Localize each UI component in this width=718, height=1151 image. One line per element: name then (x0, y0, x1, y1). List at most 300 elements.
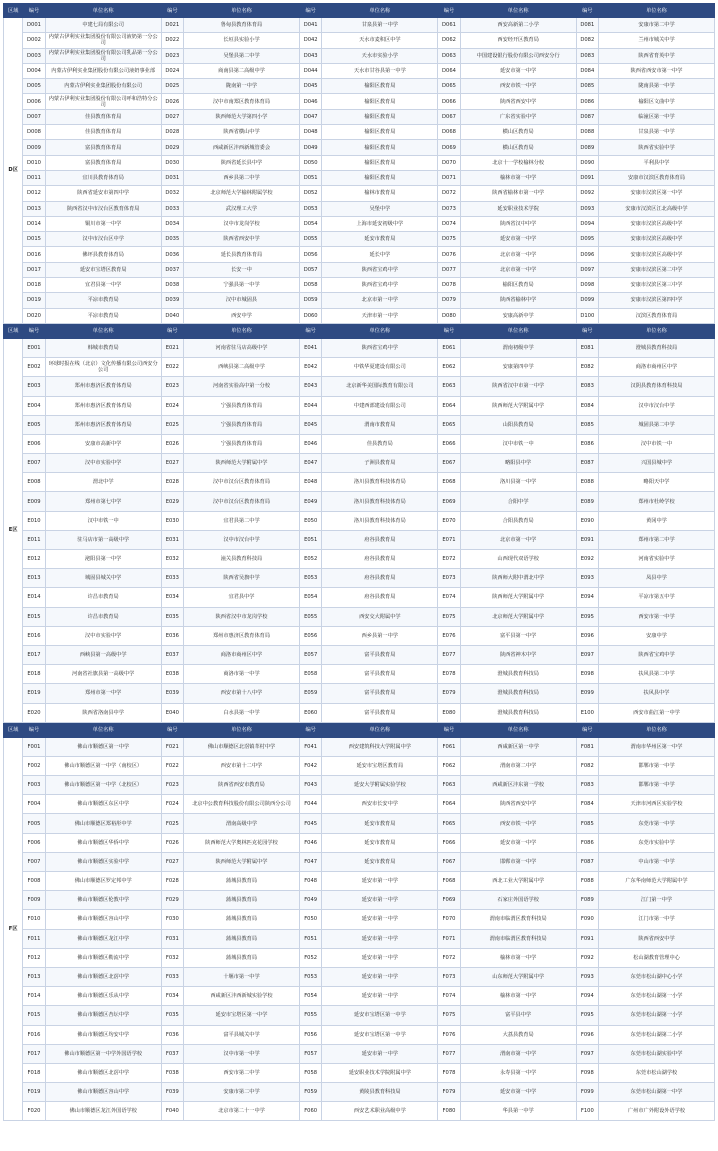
unit-code: F064 (438, 795, 460, 814)
unit-name: 汉中市汉台区中学 (45, 232, 161, 247)
unit-code: D072 (438, 186, 460, 201)
unit-code: E007 (23, 454, 45, 473)
unit-code: E069 (438, 492, 460, 511)
header-name: 单位名称 (322, 4, 438, 18)
table-row (4, 511, 715, 530)
unit-code: E052 (299, 550, 321, 569)
unit-code: D067 (438, 109, 460, 124)
unit-code: F070 (438, 910, 460, 929)
unit-name: 佛山市顺德区东区中学 (45, 795, 161, 814)
unit-name: 宁强县教育体育局 (184, 434, 300, 453)
unit-code: D062 (438, 33, 460, 48)
unit-name: 富县教育体育局 (45, 155, 161, 170)
unit-name: 安康市汉滨区高级中学 (599, 232, 715, 247)
unit-name: 榆林市第一中学 (460, 948, 576, 967)
unit-name: 鲁甸县教育体育局 (184, 18, 300, 33)
unit-name: 中铁华夏建设有限公司 (322, 358, 438, 377)
unit-name: 佛山市顺德区第一中学（北校区） (45, 776, 161, 795)
unit-code: E054 (299, 588, 321, 607)
unit-code: D030 (161, 155, 183, 170)
unit-name: 北京市第一中学 (460, 247, 576, 262)
unit-name: 宁强县教育体育局 (184, 396, 300, 415)
unit-code: E010 (23, 511, 45, 530)
unit-code: F017 (23, 1044, 45, 1063)
header-code: 编号 (161, 324, 183, 338)
unit-code: D084 (576, 63, 598, 78)
unit-code: E096 (576, 626, 598, 645)
unit-name: 安康市汉滨区高级中学 (599, 216, 715, 231)
unit-code: F059 (299, 1083, 321, 1102)
unit-code: E061 (438, 338, 460, 357)
unit-name: 佛山市顺德区罗定邦中学 (45, 872, 161, 891)
unit-name: 天水市麦积区中学 (322, 33, 438, 48)
unit-name: 扶风县中学 (599, 684, 715, 703)
unit-code: D029 (161, 140, 183, 155)
unit-code: E047 (299, 454, 321, 473)
unit-code: E058 (299, 665, 321, 684)
unit-code: F074 (438, 987, 460, 1006)
unit-name: 汉中市铁一中 (460, 434, 576, 453)
unit-name: 西咸新区沣西新城管委会 (184, 140, 300, 155)
unit-name: 西咸新区沣西新城实验学校 (184, 987, 300, 1006)
unit-code: E072 (438, 550, 460, 569)
table-row (4, 63, 715, 78)
unit-code: E064 (438, 396, 460, 415)
unit-name: 泌阳县第一中学 (45, 550, 161, 569)
unit-code: D038 (161, 278, 183, 293)
unit-name: 天水市实验小学 (322, 48, 438, 63)
unit-name: 平利县中学 (599, 155, 715, 170)
unit-code: F002 (23, 756, 45, 775)
unit-name: 合阳中学 (460, 492, 576, 511)
unit-code: D096 (576, 247, 598, 262)
unit-code: E065 (438, 415, 460, 434)
unit-name: 延安市第一中学 (322, 1044, 438, 1063)
table-row (4, 140, 715, 155)
unit-code: F090 (576, 910, 598, 929)
unit-code: E040 (161, 703, 183, 722)
unit-name: 东莞市松山湖中心小学 (599, 967, 715, 986)
unit-code: D074 (438, 216, 460, 231)
unit-name: 东莞市松山湖第一小学 (599, 1006, 715, 1025)
table-row (4, 308, 715, 323)
unit-code: E074 (438, 588, 460, 607)
unit-code: E025 (161, 415, 183, 434)
unit-name: 榆阳区教育局 (322, 155, 438, 170)
unit-name: 延安市宝塔区第一中学 (322, 1006, 438, 1025)
unit-code: E002 (23, 358, 45, 377)
unit-code: D097 (576, 262, 598, 277)
unit-name: 西安交大附属中学 (322, 607, 438, 626)
unit-name: 临潼区第一中学 (599, 109, 715, 124)
header-name: 单位名称 (45, 4, 161, 18)
unit-name: 中建七局有限公司 (45, 18, 161, 33)
unit-name: 郑州市惠济区教育体育局 (45, 415, 161, 434)
unit-code: D006 (23, 94, 45, 109)
unit-code: F066 (438, 833, 460, 852)
unit-code: E024 (161, 396, 183, 415)
unit-name: 合阳县教育局 (460, 511, 576, 530)
unit-name: 安康市第二中学 (599, 18, 715, 33)
unit-name: 松山湖教育管理中心 (599, 948, 715, 967)
unit-code: F082 (576, 756, 598, 775)
unit-code: F099 (576, 1083, 598, 1102)
unit-name: 天津市河西区实验学校 (599, 795, 715, 814)
unit-name: 佛山市顺德区容山中学 (45, 910, 161, 929)
unit-code: F061 (438, 737, 460, 756)
unit-name: 河南省实验高中第一分校 (184, 377, 300, 396)
unit-name: 河南省驻马店高级中学 (184, 338, 300, 357)
unit-name: 延长中学 (322, 247, 438, 262)
unit-code: D031 (161, 170, 183, 185)
unit-name: 汉中市汉台区教育体育局 (184, 492, 300, 511)
unit-name: 东莞市第一中学 (599, 814, 715, 833)
unit-name: 白水县第一中学 (184, 703, 300, 722)
unit-code: D035 (161, 232, 183, 247)
unit-code: D004 (23, 63, 45, 78)
unit-code: F084 (576, 795, 598, 814)
unit-code: F026 (161, 833, 183, 852)
unit-code: D051 (299, 170, 321, 185)
unit-code: D008 (23, 125, 45, 140)
header-code: 编号 (576, 324, 598, 338)
unit-code: F092 (576, 948, 598, 967)
unit-name: 榆阳区教育局 (322, 170, 438, 185)
unit-code: F045 (299, 814, 321, 833)
unit-name: 十堰市第一中学 (184, 967, 300, 986)
unit-code: E043 (299, 377, 321, 396)
unit-code: D100 (576, 308, 598, 323)
unit-code: F081 (576, 737, 598, 756)
unit-code: F021 (161, 737, 183, 756)
unit-name: 蒲城县教育局 (184, 910, 300, 929)
unit-name: 陕西省西安中学 (184, 232, 300, 247)
unit-code: E006 (23, 434, 45, 453)
unit-code: E090 (576, 511, 598, 530)
unit-code: D011 (23, 170, 45, 185)
unit-code: E086 (576, 434, 598, 453)
unit-code: E059 (299, 684, 321, 703)
unit-name: 榆林市第一中学 (460, 987, 576, 1006)
table-row (4, 338, 715, 357)
unit-code: E003 (23, 377, 45, 396)
unit-code: E009 (23, 492, 45, 511)
unit-name: 安康市汉滨区教育体育局 (599, 170, 715, 185)
unit-name: 石家庄外国语学校 (460, 891, 576, 910)
unit-name: 安康市汉滨区高级中学 (599, 247, 715, 262)
unit-name: 渭南市第一中学 (460, 1044, 576, 1063)
unit-name: 佛山市顺德区杏坛中学 (45, 1006, 161, 1025)
unit-code: E056 (299, 626, 321, 645)
unit-code: E033 (161, 569, 183, 588)
unit-name: 陕西省横山中学 (184, 125, 300, 140)
unit-name: 横山区教育局 (460, 140, 576, 155)
unit-name: 西峡县第二高级中学 (184, 358, 300, 377)
table-row (4, 910, 715, 929)
unit-code: F003 (23, 776, 45, 795)
unit-code: E046 (299, 434, 321, 453)
unit-code: E075 (438, 607, 460, 626)
unit-name: 陕西省西安中学 (460, 795, 576, 814)
unit-name: 富平县教育局 (322, 645, 438, 664)
unit-name: 大荔县教育局 (460, 1025, 576, 1044)
unit-name: 中建西部建设有限公司 (322, 396, 438, 415)
unit-name: 江门市第一中学 (599, 910, 715, 929)
unit-name: 延安市第一中学 (460, 63, 576, 78)
area-label: D区 (4, 18, 23, 324)
unit-code: F010 (23, 910, 45, 929)
unit-name: 汉中市第一中学 (184, 1044, 300, 1063)
unit-name: 渭南高级中学 (184, 814, 300, 833)
unit-name: 宜君县第二中学 (184, 511, 300, 530)
unit-name: 城固县第二中学 (599, 415, 715, 434)
unit-name: 郑州市第七中学 (45, 492, 161, 511)
unit-name: 北京十一学校榆林分校 (460, 155, 576, 170)
unit-name: 宁强县第一中学 (184, 278, 300, 293)
unit-name: 榆阳区教育局 (322, 94, 438, 109)
header-code: 编号 (161, 4, 183, 18)
unit-code: F035 (161, 1006, 183, 1025)
unit-code: E077 (438, 645, 460, 664)
unit-code: E098 (576, 665, 598, 684)
unit-code: E079 (438, 684, 460, 703)
unit-name: 河南省实验中学 (599, 550, 715, 569)
unit-name: 汉中市汉台区教育体育局 (184, 473, 300, 492)
unit-code: E078 (438, 665, 460, 684)
unit-code: F046 (299, 833, 321, 852)
unit-code: E031 (161, 530, 183, 549)
table-row (4, 48, 715, 63)
unit-code: E063 (438, 377, 460, 396)
unit-name: 平凉市教育局 (45, 308, 161, 323)
unit-name: 佛山市顺德区华侨中学 (45, 833, 161, 852)
unit-name: 汉中市铁一中 (45, 511, 161, 530)
unit-name: 榆阳区教育局 (460, 278, 576, 293)
unit-code: F051 (299, 929, 321, 948)
unit-code: E082 (576, 358, 598, 377)
table-row (4, 278, 715, 293)
unit-name: 富平县中学 (460, 1006, 576, 1025)
unit-code: F009 (23, 891, 45, 910)
unit-code: E037 (161, 645, 183, 664)
unit-name: 西安艺术职业高级中学 (322, 1102, 438, 1121)
unit-name: 西安高新第二小学 (460, 18, 576, 33)
unit-name: 西安市第十八中学 (184, 684, 300, 703)
table-row (4, 155, 715, 170)
unit-code: D018 (23, 278, 45, 293)
unit-code: F005 (23, 814, 45, 833)
unit-code: E044 (299, 396, 321, 415)
unit-code: F031 (161, 929, 183, 948)
unit-name: 吴堡县第二中学 (184, 48, 300, 63)
table-row (4, 1025, 715, 1044)
unit-code: F047 (299, 852, 321, 871)
area-label: F区 (4, 737, 23, 1121)
unit-code: F006 (23, 833, 45, 852)
unit-name: 佛山市顺德区第一中学外国语学校 (45, 1044, 161, 1063)
unit-name: 汉中市铁一中 (599, 434, 715, 453)
unit-name: 北京新华美国际教育有限公司 (322, 377, 438, 396)
area-label: E区 (4, 338, 23, 722)
unit-name: 北京师范大学榆林附属学校 (184, 186, 300, 201)
unit-name: 扶风县第二中学 (599, 665, 715, 684)
unit-code: E026 (161, 434, 183, 453)
unit-code: E055 (299, 607, 321, 626)
unit-name: 宜川县教育体育局 (45, 170, 161, 185)
unit-code: F098 (576, 1063, 598, 1082)
unit-code: E050 (299, 511, 321, 530)
unit-code: D059 (299, 293, 321, 308)
unit-name: 西乡县第二中学 (184, 170, 300, 185)
unit-name: 西安市铁一中学 (460, 814, 576, 833)
unit-code: D036 (161, 247, 183, 262)
unit-name: 山阳县教育局 (460, 415, 576, 434)
unit-code: E034 (161, 588, 183, 607)
unit-code: E071 (438, 530, 460, 549)
unit-name: 陕西省洛南县中学 (45, 703, 161, 722)
unit-code: E027 (161, 454, 183, 473)
unit-name: 宜君县第一中学 (45, 278, 161, 293)
unit-name: 延安大学附属实验学校 (322, 776, 438, 795)
unit-name: 佛山市顺德区北滘中学 (45, 967, 161, 986)
unit-code: F078 (438, 1063, 460, 1082)
unit-code: E091 (576, 530, 598, 549)
unit-name: 陕西省西安市第一中学 (599, 63, 715, 78)
unit-code: F094 (576, 987, 598, 1006)
unit-name: 安康高新中学 (460, 308, 576, 323)
unit-name: 洛川县教育科技体育局 (322, 492, 438, 511)
unit-code: E001 (23, 338, 45, 357)
unit-code: E005 (23, 415, 45, 434)
unit-code: D024 (161, 63, 183, 78)
table-row (4, 170, 715, 185)
unit-code: D099 (576, 293, 598, 308)
unit-name: 北京市第一中学 (460, 530, 576, 549)
unit-name: 蒲城县教育局 (184, 948, 300, 967)
unit-code: D013 (23, 201, 45, 216)
unit-code: D050 (299, 155, 321, 170)
unit-name: 汉中市城固县 (184, 293, 300, 308)
unit-name: 延安市教育局 (322, 833, 438, 852)
unit-name: 西安经开区教育局 (460, 33, 576, 48)
unit-name: 延安职业技术学院附属中学 (322, 1063, 438, 1082)
unit-code: F016 (23, 1025, 45, 1044)
unit-name: 延安市宝塔区第一中学 (184, 1006, 300, 1025)
unit-code: E018 (23, 665, 45, 684)
unit-code: F076 (438, 1025, 460, 1044)
unit-code: E029 (161, 492, 183, 511)
unit-code: F029 (161, 891, 183, 910)
unit-name: 汉中市南郑区教育体育局 (184, 94, 300, 109)
unit-code: F011 (23, 929, 45, 948)
table-row (4, 473, 715, 492)
unit-code: E093 (576, 569, 598, 588)
unit-name: 洛川县第一中学 (460, 473, 576, 492)
unit-name: 宁强县教育体育局 (184, 415, 300, 434)
table-row (4, 607, 715, 626)
unit-name: 北京中公教育科技股份有限公司陕西分公司 (184, 795, 300, 814)
header-row (4, 723, 715, 737)
table-row (4, 569, 715, 588)
unit-code: D017 (23, 262, 45, 277)
table-row (4, 684, 715, 703)
unit-code: F032 (161, 948, 183, 967)
unit-name: 东莞市松山湖第一小学 (599, 987, 715, 1006)
unit-code: F052 (299, 948, 321, 967)
header-name: 单位名称 (45, 324, 161, 338)
unit-name: 延安市宝塔区第一中学 (322, 1025, 438, 1044)
unit-name: 略阳县中学 (460, 454, 576, 473)
unit-code: E070 (438, 511, 460, 530)
unit-name: 西安市铁一中学 (460, 79, 576, 94)
unit-name: 陕西省榆林市第一中学 (460, 186, 576, 201)
unit-code: F085 (576, 814, 598, 833)
unit-code: F091 (576, 929, 598, 948)
unit-name: 江门第一中学 (599, 891, 715, 910)
unit-name: 汉中市汉台中学 (184, 530, 300, 549)
unit-name: 陕西省西安中学 (599, 929, 715, 948)
table-row (4, 396, 715, 415)
table-row (4, 33, 715, 48)
unit-name: 内蒙古伊利实业集团股份有限公司液奶事业部 (45, 63, 161, 78)
unit-name: 佳县教育体育局 (45, 109, 161, 124)
unit-name: 陕西省神木中学 (460, 645, 576, 664)
unit-name: 延安市第一中学 (460, 232, 576, 247)
unit-name: 陇南第一中学 (184, 79, 300, 94)
table-row (4, 645, 715, 664)
table-row (4, 795, 715, 814)
unit-name: 许昌市教育局 (45, 588, 161, 607)
unit-name: 兰州市城关中学 (599, 33, 715, 48)
unit-code: F071 (438, 929, 460, 948)
unit-code: F038 (161, 1063, 183, 1082)
unit-name: 佛山市顺德区龙江外国语学校 (45, 1102, 161, 1121)
unit-name: 北京市第一中学 (460, 262, 576, 277)
unit-code: F022 (161, 756, 183, 775)
header-name: 单位名称 (45, 723, 161, 737)
unit-name: 郑州市第二中学 (599, 530, 715, 549)
unit-code: F096 (576, 1025, 598, 1044)
unit-name: 韩城市教育局 (45, 338, 161, 357)
table-row (4, 530, 715, 549)
table-row (4, 94, 715, 109)
unit-code: E099 (576, 684, 598, 703)
header-code: 编号 (23, 324, 45, 338)
unit-name: 内蒙古伊利实业集团股份有限公司呼和浩特分公司 (45, 94, 161, 109)
unit-code: F008 (23, 872, 45, 891)
unit-code: D007 (23, 109, 45, 124)
unit-code: F034 (161, 987, 183, 1006)
unit-code: F036 (161, 1025, 183, 1044)
table-row (4, 1044, 715, 1063)
unit-name: 汉阴县教育体育科技局 (599, 377, 715, 396)
unit-code: E051 (299, 530, 321, 549)
unit-code: F037 (161, 1044, 183, 1063)
table-row (4, 415, 715, 434)
unit-code: E084 (576, 396, 598, 415)
unit-code: D069 (438, 140, 460, 155)
unit-code: F057 (299, 1044, 321, 1063)
unit-name: 榆林市教育局 (322, 186, 438, 201)
unit-code: D075 (438, 232, 460, 247)
unit-name: 陕西省西安市教育局 (184, 776, 300, 795)
unit-code: D058 (299, 278, 321, 293)
unit-code: E100 (576, 703, 598, 722)
unit-code: F042 (299, 756, 321, 775)
unit-code: D009 (23, 140, 45, 155)
unit-code: F014 (23, 987, 45, 1006)
unit-name: 潼关县教育科技局 (184, 550, 300, 569)
